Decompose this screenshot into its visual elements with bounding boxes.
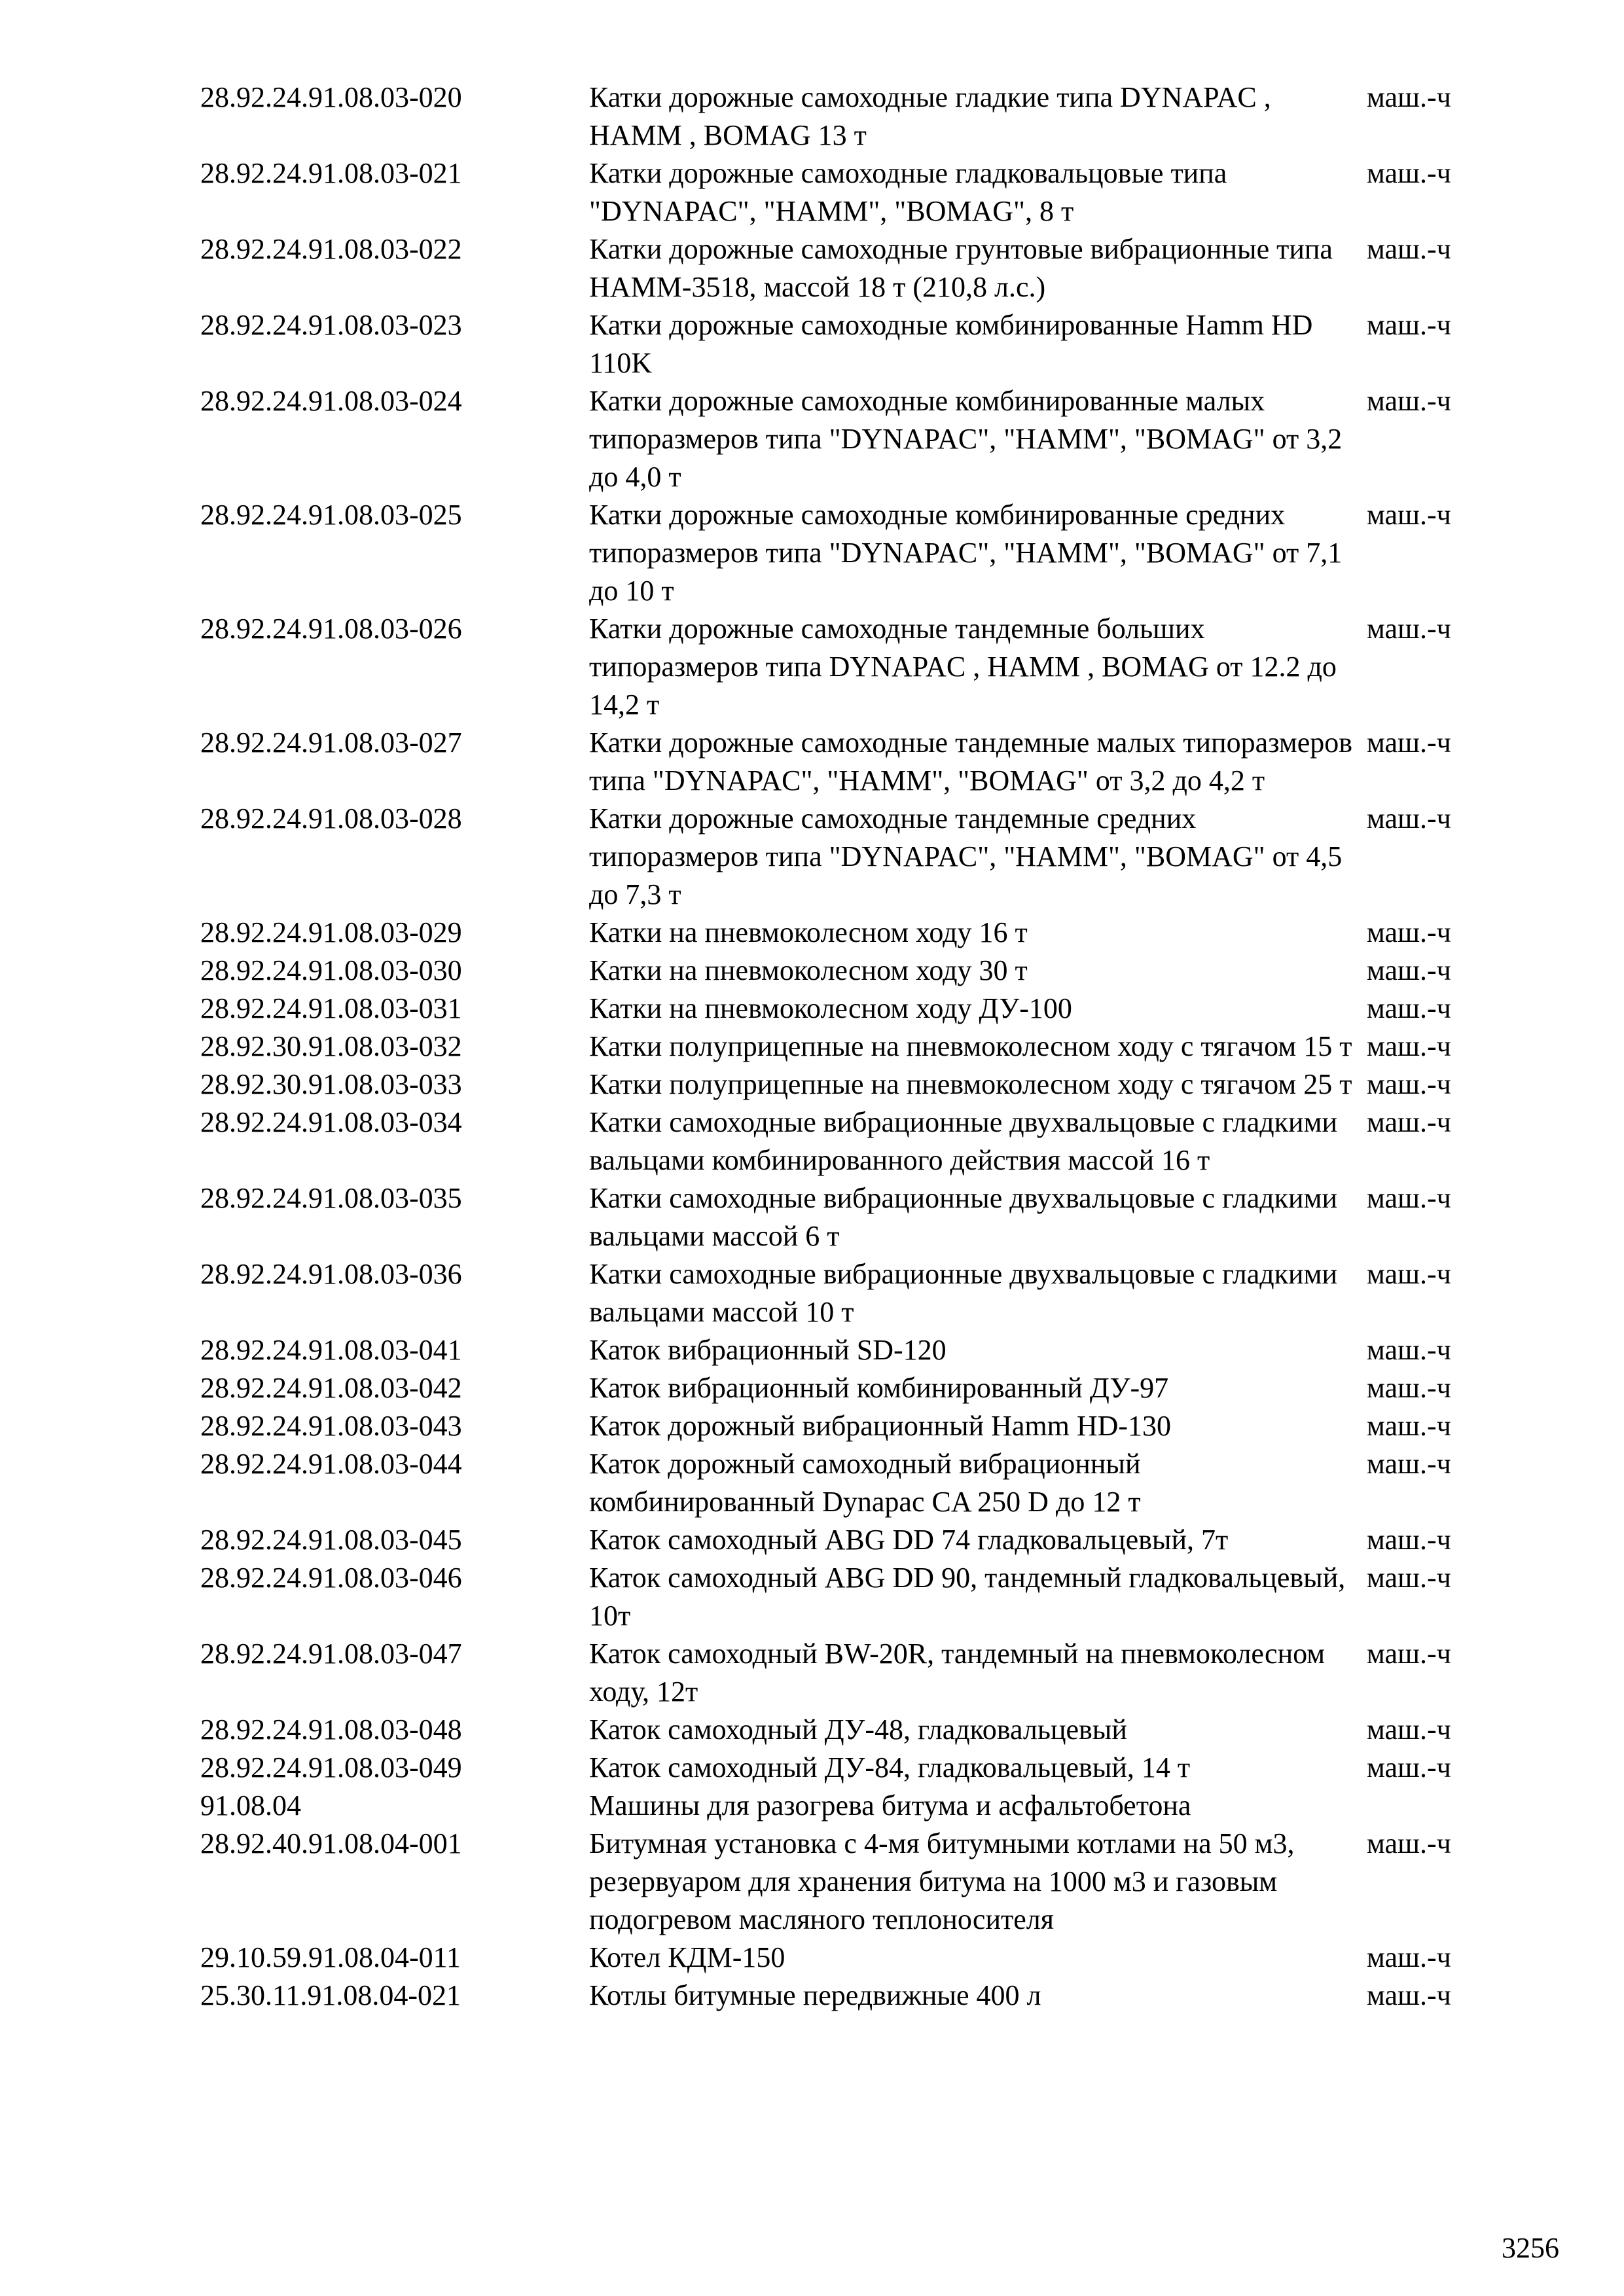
table-row xyxy=(200,1028,1496,1066)
resource-code: 28.92.24.91.08.03-023 xyxy=(200,309,462,341)
resource-name: Катки дорожные самоходные грунтовые вибрационные типа HAMM-3518, массой 18 т (210,8 л.с.) xyxy=(589,233,1333,303)
resource-name: Катки дорожные самоходные комбинированные средних типоразмеров типа "DYNAPAC", "HAMM", "BOMAG" от 7,1 до 10 т xyxy=(589,499,1343,607)
resource-unit: маш.-ч xyxy=(1367,726,1451,759)
resource-table xyxy=(200,79,1496,2015)
table-row xyxy=(200,1066,1496,1103)
table-row xyxy=(200,800,1496,914)
resource-unit: маш.-ч xyxy=(1367,499,1451,531)
table-row xyxy=(200,1331,1496,1369)
table-row xyxy=(200,1255,1496,1331)
resource-name: Каток самоходный BW-20R, тандемный на пневмоколесном ходу, 12т xyxy=(589,1638,1326,1708)
resource-unit: маш.-ч xyxy=(1367,1827,1451,1859)
resource-code: 25.30.11.91.08.04-021 xyxy=(200,1979,461,2011)
resource-code: 28.92.24.91.08.03-043 xyxy=(200,1410,462,1442)
resource-name: Катки самоходные вибрационные двухвальцовые с гладкими вальцами массой 10 т xyxy=(589,1258,1337,1328)
resource-unit: маш.-ч xyxy=(1367,1106,1451,1138)
resource-code: 28.92.24.91.08.03-024 xyxy=(200,385,462,417)
resource-code: 28.92.24.91.08.03-034 xyxy=(200,1106,462,1138)
resource-code: 28.92.24.91.08.03-036 xyxy=(200,1258,462,1290)
table-row xyxy=(200,1103,1496,1179)
resource-code: 28.92.24.91.08.03-029 xyxy=(200,916,462,948)
resource-name: Каток самоходный ДУ-48, гладковальцевый xyxy=(589,1713,1127,1746)
resource-unit: маш.-ч xyxy=(1367,1068,1451,1100)
table-row xyxy=(200,1749,1496,1787)
table-row xyxy=(200,1787,1496,1825)
table-row xyxy=(200,1407,1496,1445)
page-number: 3256 xyxy=(1502,2232,1559,2264)
resource-code: 28.92.24.91.08.03-025 xyxy=(200,499,462,531)
resource-unit: маш.-ч xyxy=(1367,1448,1451,1480)
resource-unit xyxy=(1367,1787,1496,1825)
resource-code: 28.92.40.91.08.04-001 xyxy=(200,1827,462,1859)
resource-code: 28.92.24.91.08.03-042 xyxy=(200,1372,462,1404)
resource-name: Катки на пневмоколесном ходу 30 т xyxy=(589,954,1028,986)
resource-name: Каток самоходный ABG DD 90, тандемный гладковальцевый, 10т xyxy=(589,1562,1346,1632)
resource-name: Битумная установка с 4-мя битумными котлами на 50 м3, резервуаром для хранения битума на 1000 м3 и газовым подогревом масляного теплоносителя xyxy=(589,1827,1295,1935)
resource-unit: маш.-ч xyxy=(1367,1524,1451,1556)
resource-name: Машины для разогрева битума и асфальтобетона xyxy=(589,1789,1191,1821)
resource-name: Катки дорожные самоходные комбинированные Hamm HD 110K xyxy=(589,309,1313,379)
resource-unit: маш.-ч xyxy=(1367,1979,1451,2011)
resource-name: Катки дорожные самоходные тандемные больших типоразмеров типа DYNAPAC , HAMM , BOMAG от 12.2 до 14,2 т xyxy=(589,613,1337,721)
resource-code: 28.92.24.91.08.03-045 xyxy=(200,1524,462,1556)
resource-name: Катки дорожные самоходные комбинированные малых типоразмеров типа "DYNAPAC", "HAMM", "BOMAG" от 3,2 до 4,0 т xyxy=(589,385,1343,493)
resource-code: 28.92.30.91.08.03-033 xyxy=(200,1068,462,1100)
resource-name: Катки самоходные вибрационные двухвальцовые с гладкими вальцами массой 6 т xyxy=(589,1182,1337,1252)
resource-code: 91.08.04 xyxy=(200,1789,301,1821)
resource-code: 28.92.24.91.08.03-030 xyxy=(200,954,462,986)
resource-name: Катки дорожные самоходные тандемные малых типоразмеров типа "DYNAPAC", "HAMM", "BOMAG" от 3,2 до 4,2 т xyxy=(589,726,1353,797)
resource-unit: маш.-ч xyxy=(1367,1372,1451,1404)
table-row xyxy=(200,1977,1496,2015)
resource-name: Каток дорожный самоходный вибрационный комбинированный Dynapac CA 250 D до 12 т xyxy=(589,1448,1141,1518)
resource-unit: маш.-ч xyxy=(1367,385,1451,417)
resource-code: 28.92.24.91.08.03-048 xyxy=(200,1713,462,1746)
resource-unit: маш.-ч xyxy=(1367,1562,1451,1594)
resource-name: Катки самоходные вибрационные двухвальцовые с гладкими вальцами комбинированного действия массой 16 т xyxy=(589,1106,1337,1176)
table-row xyxy=(200,382,1496,496)
resource-unit: маш.-ч xyxy=(1367,613,1451,645)
resource-unit: маш.-ч xyxy=(1367,1182,1451,1214)
resource-unit: маш.-ч xyxy=(1367,954,1451,986)
table-row xyxy=(200,952,1496,990)
table-row xyxy=(200,79,1496,154)
resource-unit: маш.-ч xyxy=(1367,916,1451,948)
table-row xyxy=(200,914,1496,952)
resource-code: 28.92.24.91.08.03-031 xyxy=(200,992,462,1024)
resource-unit: маш.-ч xyxy=(1367,1751,1451,1784)
table-row xyxy=(200,1939,1496,1977)
table-row xyxy=(200,1825,1496,1939)
resource-unit: маш.-ч xyxy=(1367,1030,1451,1062)
resource-code: 28.92.30.91.08.03-032 xyxy=(200,1030,462,1062)
resource-unit: маш.-ч xyxy=(1367,1410,1451,1442)
table-row xyxy=(200,1369,1496,1407)
table-row xyxy=(200,1445,1496,1521)
resource-name: Катки на пневмоколесном ходу ДУ-100 xyxy=(589,992,1072,1024)
resource-code: 28.92.24.91.08.03-044 xyxy=(200,1448,462,1480)
resource-unit: маш.-ч xyxy=(1367,1941,1451,1973)
resource-name: Котлы битумные передвижные 400 л xyxy=(589,1979,1041,2011)
resource-name: Котел КДМ-150 xyxy=(589,1941,785,1973)
resource-unit: маш.-ч xyxy=(1367,81,1451,113)
resource-name: Каток вибрационный комбинированный ДУ-97 xyxy=(589,1372,1169,1404)
table-row xyxy=(200,1711,1496,1749)
resource-code: 28.92.24.91.08.03-022 xyxy=(200,233,462,265)
resource-code: 28.92.24.91.08.03-041 xyxy=(200,1334,462,1366)
resource-table-body xyxy=(200,79,1496,2015)
table-row xyxy=(200,990,1496,1028)
resource-name: Катки дорожные самоходные гладкие типа DYNAPAC , HAMM , BOMAG 13 т xyxy=(589,81,1271,151)
resource-name: Каток самоходный ABG DD 74 гладковальцевый, 7т xyxy=(589,1524,1229,1556)
resource-unit: маш.-ч xyxy=(1367,1334,1451,1366)
table-row xyxy=(200,1521,1496,1559)
resource-code: 28.92.24.91.08.03-026 xyxy=(200,613,462,645)
table-row xyxy=(200,1179,1496,1255)
resource-name: Катки полуприцепные на пневмоколесном ходу с тягачом 15 т xyxy=(589,1030,1352,1062)
resource-name: Каток самоходный ДУ-84, гладковальцевый, 14 т xyxy=(589,1751,1191,1784)
resource-name: Катки дорожные самоходные гладковальцовые типа "DYNAPAC", "HAMM", "BOMAG", 8 т xyxy=(589,157,1227,227)
resource-code: 28.92.24.91.08.03-020 xyxy=(200,81,462,113)
resource-unit: маш.-ч xyxy=(1367,1713,1451,1746)
resource-name: Катки полуприцепные на пневмоколесном ходу с тягачом 25 т xyxy=(589,1068,1352,1100)
table-row xyxy=(200,230,1496,306)
table-row xyxy=(200,1559,1496,1635)
table-row xyxy=(200,610,1496,724)
resource-code: 28.92.24.91.08.03-046 xyxy=(200,1562,462,1594)
table-row xyxy=(200,496,1496,610)
resource-code: 29.10.59.91.08.04-011 xyxy=(200,1941,461,1973)
resource-unit: маш.-ч xyxy=(1367,802,1451,834)
resource-unit: маш.-ч xyxy=(1367,992,1451,1024)
resource-unit: маш.-ч xyxy=(1367,157,1451,189)
resource-code: 28.92.24.91.08.03-021 xyxy=(200,157,462,189)
resource-name: Катки дорожные самоходные тандемные средних типоразмеров типа "DYNAPAC", "HAMM", "BOMAG" от 4,5 до 7,3 т xyxy=(589,802,1343,910)
resource-unit: маш.-ч xyxy=(1367,1638,1451,1670)
resource-code: 28.92.24.91.08.03-047 xyxy=(200,1638,462,1670)
table-row xyxy=(200,724,1496,800)
resource-code: 28.92.24.91.08.03-035 xyxy=(200,1182,462,1214)
resource-code: 28.92.24.91.08.03-049 xyxy=(200,1751,462,1784)
resource-name: Катки на пневмоколесном ходу 16 т xyxy=(589,916,1028,948)
resource-unit: маш.-ч xyxy=(1367,309,1451,341)
resource-code: 28.92.24.91.08.03-028 xyxy=(200,802,462,834)
table-row xyxy=(200,306,1496,382)
table-row xyxy=(200,1635,1496,1711)
resource-name: Каток вибрационный SD-120 xyxy=(589,1334,947,1366)
resource-unit: маш.-ч xyxy=(1367,233,1451,265)
resource-name: Каток дорожный вибрационный Hamm HD-130 xyxy=(589,1410,1172,1442)
table-row xyxy=(200,154,1496,230)
resource-unit: маш.-ч xyxy=(1367,1258,1451,1290)
resource-code: 28.92.24.91.08.03-027 xyxy=(200,726,462,759)
